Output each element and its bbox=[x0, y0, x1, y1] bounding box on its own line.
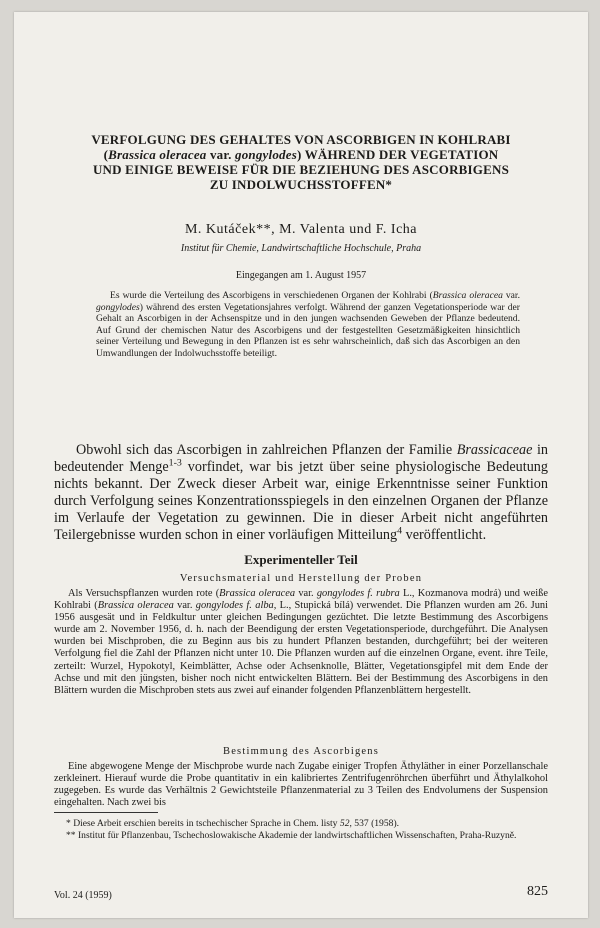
title-species: Brassica oleracea bbox=[108, 147, 207, 162]
section-heading: Experimenteller Teil bbox=[244, 552, 358, 567]
introduction: Obwohl sich das Ascorbigen in zahlreichen Pflanzen der Familie Brassicaceae in bedeutender Menge$^{1-3}$ vorfindet, war bis jetzt über seine physiologische Bedeutung nichts bekannt. Der Zweck dieser Arbeit war, einige Erkenntnisse seiner Funktion durch Verfolgung seines Konzentrationsspiegels in den einzelnen Organen der Pflanze im Verlaufe der Vegetation zu gewinnen. Die in dieser Arbeit nicht angeführten Teilergebnisse wurden schon in einer vorläufigen Mitteilung$^4$ veröffentlicht. bbox=[54, 442, 548, 543]
title-line-2: (Brassica oleracea var. gongylodes) WÄHREND DER VEGETATION bbox=[103, 147, 499, 162]
paper-page bbox=[14, 12, 588, 918]
institution: Institut für Chemie, Landwirtschaftliche Hochschule, Praha bbox=[180, 243, 422, 254]
page-number: 825 bbox=[527, 884, 548, 899]
authors: M. Kutáček**, M. Valenta und F. Icha bbox=[184, 222, 418, 237]
title-line-1: VERFOLGUNG DES GEHALTES VON ASCORBIGEN IN KOHLRABI bbox=[91, 132, 511, 147]
abstract: Es wurde die Verteilung des Ascorbigens in verschiedenen Organen der Kohlrabi (Brassica oleracea var. gongylodes) während des ersten Vegetationsjahres verfolgt. Während der ganzen Vegetationsperiode war der Gehalt an Ascorbigen in der Achsenspitze und in den jungen wachsenden Geweben der Pflanze bedeutend. Auf Grund der chemischen Natur des Ascorbigens und der festgestellten Gesetzmäßigkeiten hinsichtlich seiner Verteilung und Bewegung in den Pflanzen ist es sehr wahrscheinlich, daß sich das Ascorbigen an den Umwandlungen der Indolwuchsstoffe beteiligt. bbox=[96, 290, 520, 359]
body-material: Als Versuchspflanzen wurden rote (Brassica oleracea var. gongylodes f. rubra L., Kozmanova modrá) und weiße Kohlrabi (Brassica oleracea var. gongylodes f. alba, L., Stupická bílá) verwendet. Die Pflanzen wurden am 26. Juni 1956 ausgesät und in Feldkultur unter gleichen Bedingungen gezüchtet. Die letzte Bestimmung des Ascorbigens wurde am 2. November 1956, d. h. nach der Beendigung der ersten Vegetationsperiode, durchgeführt. Die Analysen wurden bei Mischproben, die zu Beginn aus bis zu hundert Pflanzen bestanden, durchgeführt; bei der weiteren Verfolgung fiel die Zahl der Pflanzen nicht unter 10. Die Pflanzen wurden auf die einzelnen Organe, event. ihre Teile, zerteilt: Wurzel, Hypokotyl, Keimblätter, Achse oder Achsenknolle, Blätter, Vegetationsgipfel mit dem Ende der Achse und mit den jüngsten, bisher noch nicht entwickelten Blättern. Bei der Bestimmung des Ascorbigens in den Blättern wurden die Mischproben stets aus zwei auf einander folgenden Pflanzenblättern hergestellt. bbox=[54, 588, 548, 696]
footnote-rule bbox=[54, 812, 158, 813]
title-line-4: ZU INDOLWUCHSSTOFFEN* bbox=[209, 177, 393, 192]
title-variety: gongylodes bbox=[235, 147, 297, 162]
subsection-heading-determination: Bestimmung des Ascorbigens bbox=[222, 746, 380, 757]
footnote-1: * Diese Arbeit erschien bereits in tschechischer Sprache in Chem. listy 52, 537 (1958). bbox=[66, 818, 400, 829]
footnote-2: ** Institut für Pflanzenbau, Tschechoslowakische Akademie der landwirtschaftlichen Wissenschaften, Praha-Ruzyně. bbox=[66, 829, 517, 841]
subsection-heading-material: Versuchsmaterial und Herstellung der Proben bbox=[179, 573, 423, 584]
article-title bbox=[54, 132, 548, 192]
journal-volume: Vol. 24 (1959) bbox=[54, 890, 112, 901]
body-determination: Eine abgewogene Menge der Mischprobe wurde nach Zugabe einiger Tropfen Äthyläther in einer Porzellanschale zerkleinert. Hierauf wurde die Probe quantitativ in ein kalibriertes Zentrifugenröhrchen überführt und Äthylalkohol zugegeben. Es wurde das Verhältnis 2 Gewichtsteile Pflanzenmaterial zu 3 Teilen des Endvolumens der Suspension eingehalten. Nach zwei bis bbox=[54, 761, 548, 809]
received-date: Eingegangen am 1. August 1957 bbox=[235, 270, 367, 281]
footnotes bbox=[54, 818, 548, 841]
title-line-3: UND EINIGE BEWEISE FÜR DIE BEZIEHUNG DES ASCORBIGENS bbox=[92, 162, 510, 177]
